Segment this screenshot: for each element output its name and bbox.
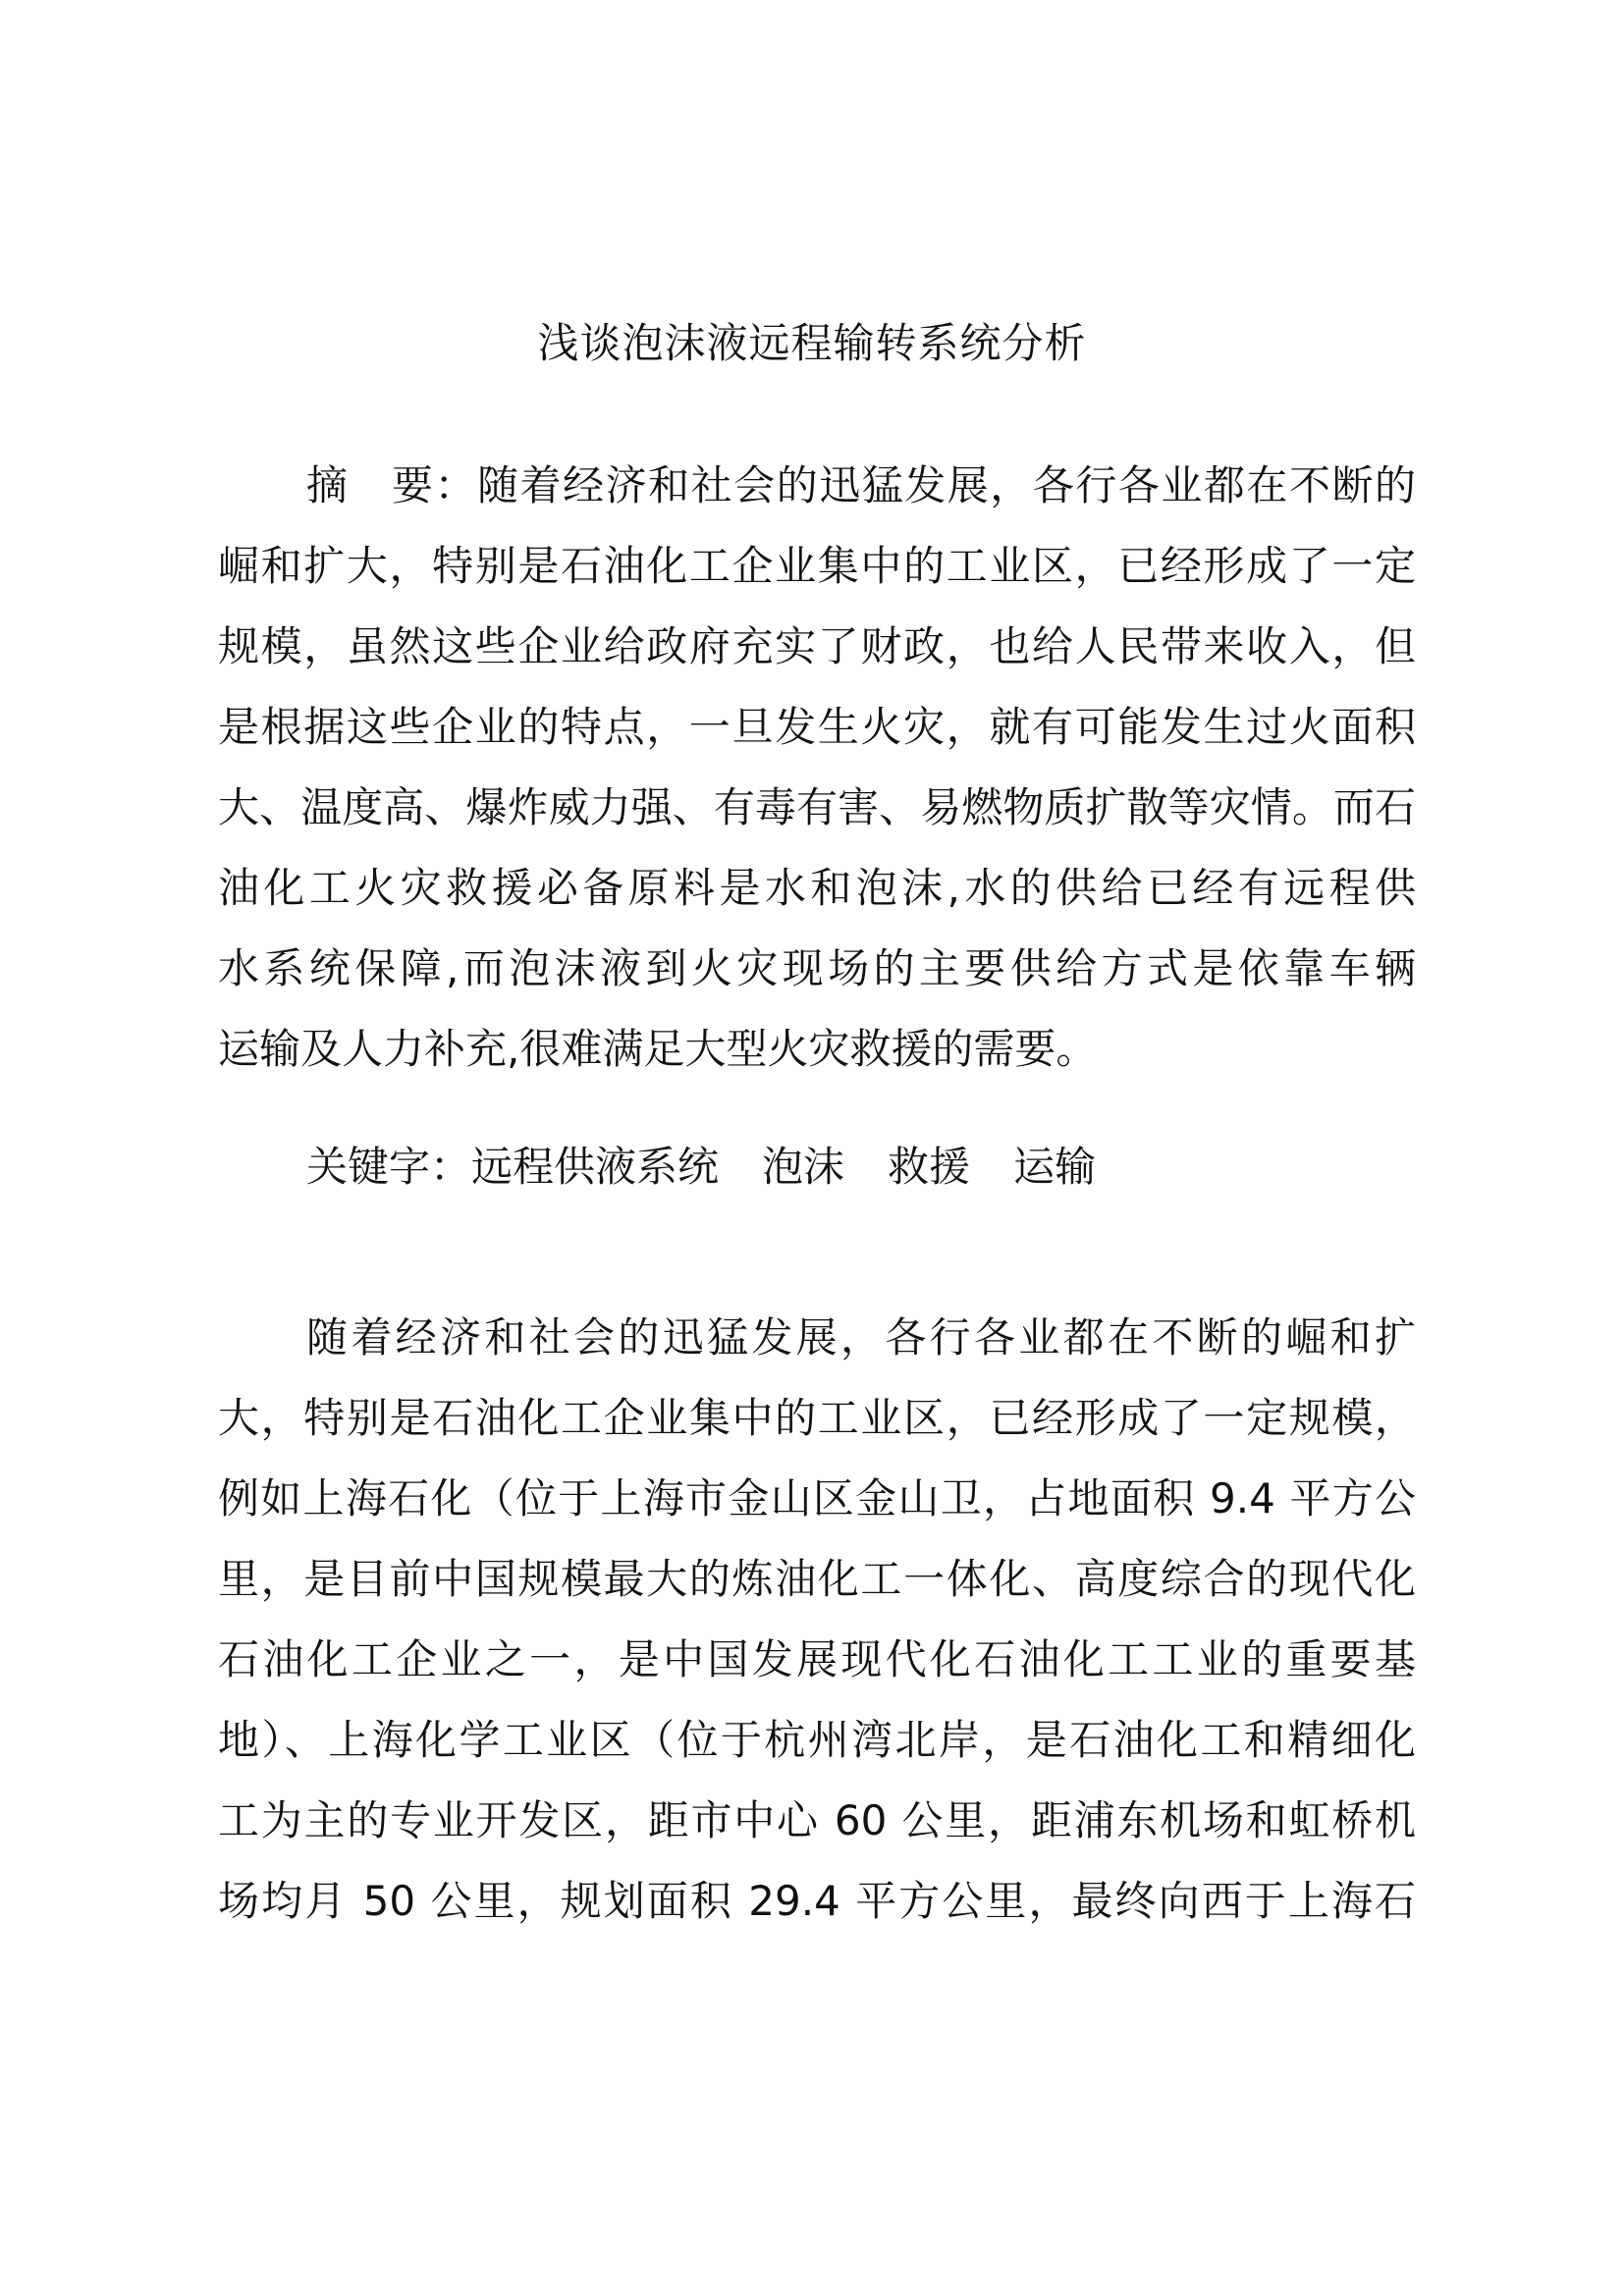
keywords-label: 关键字： — [306, 1143, 472, 1191]
body-line: 大，特别是石油化工企业集中的工业区，已经形成了一定规模， — [218, 1394, 1416, 1442]
abstract-line: 摘 要：随着经济和社会的迅猛发展，各行各业都在不断的 — [306, 461, 1416, 509]
body-line: 里，是目前中国规模最大的炼油化工一体化、高度综合的现代化 — [218, 1555, 1416, 1603]
abstract-line: 油化工火灾救援必备原料是水和泡沫,水的供给已经有远程供 — [218, 864, 1416, 912]
keyword-term: 泡沫 — [762, 1143, 845, 1191]
abstract-line: 规模，虽然这些企业给政府充实了财政，也给人民带来收入，但 — [218, 622, 1416, 670]
body-line: 石油化工企业之一，是中国发展现代化石油化工工业的重要基 — [218, 1635, 1416, 1683]
body-line: 工为主的专业开发区，距市中心 60 公里，距浦东机场和虹桥机 — [218, 1796, 1416, 1844]
keywords-line — [306, 1139, 1139, 1196]
abstract-line: 运输及人力补充,很难满足大型火灾救援的需要。 — [218, 1025, 1098, 1073]
body-line: 随着经济和社会的迅猛发展，各行各业都在不断的崛和扩 — [306, 1313, 1416, 1362]
body-line: 例如上海石化（位于上海市金山区金山卫，占地面积 9.4 平方公 — [218, 1474, 1416, 1522]
body-line: 地）、上海化学工业区（位于杭州湾北岸，是石油化工和精细化 — [218, 1716, 1416, 1764]
keyword-term: 救援 — [888, 1143, 971, 1191]
abstract-line: 水系统保障,而泡沫液到火灾现场的主要供给方式是依靠车辆 — [218, 944, 1416, 992]
keyword-term: 远程供液系统 — [471, 1143, 720, 1191]
abstract-line: 是根据这些企业的特点，一旦发生火灾，就有可能发生过火面积 — [218, 703, 1416, 751]
keyword-term: 运输 — [1013, 1143, 1097, 1191]
abstract-line: 崛和扩大，特别是石油化工企业集中的工业区，已经形成了一定 — [218, 542, 1416, 590]
body-line: 场均月 50 公里，规划面积 29.4 平方公里，最终向西于上海石 — [218, 1877, 1416, 1925]
document-title: 浅谈泡沫液远程输转系统分析 — [537, 319, 1087, 367]
abstract-line: 大、温度高、爆炸威力强、有毒有害、易燃物质扩散等灾情。而石 — [218, 783, 1416, 831]
